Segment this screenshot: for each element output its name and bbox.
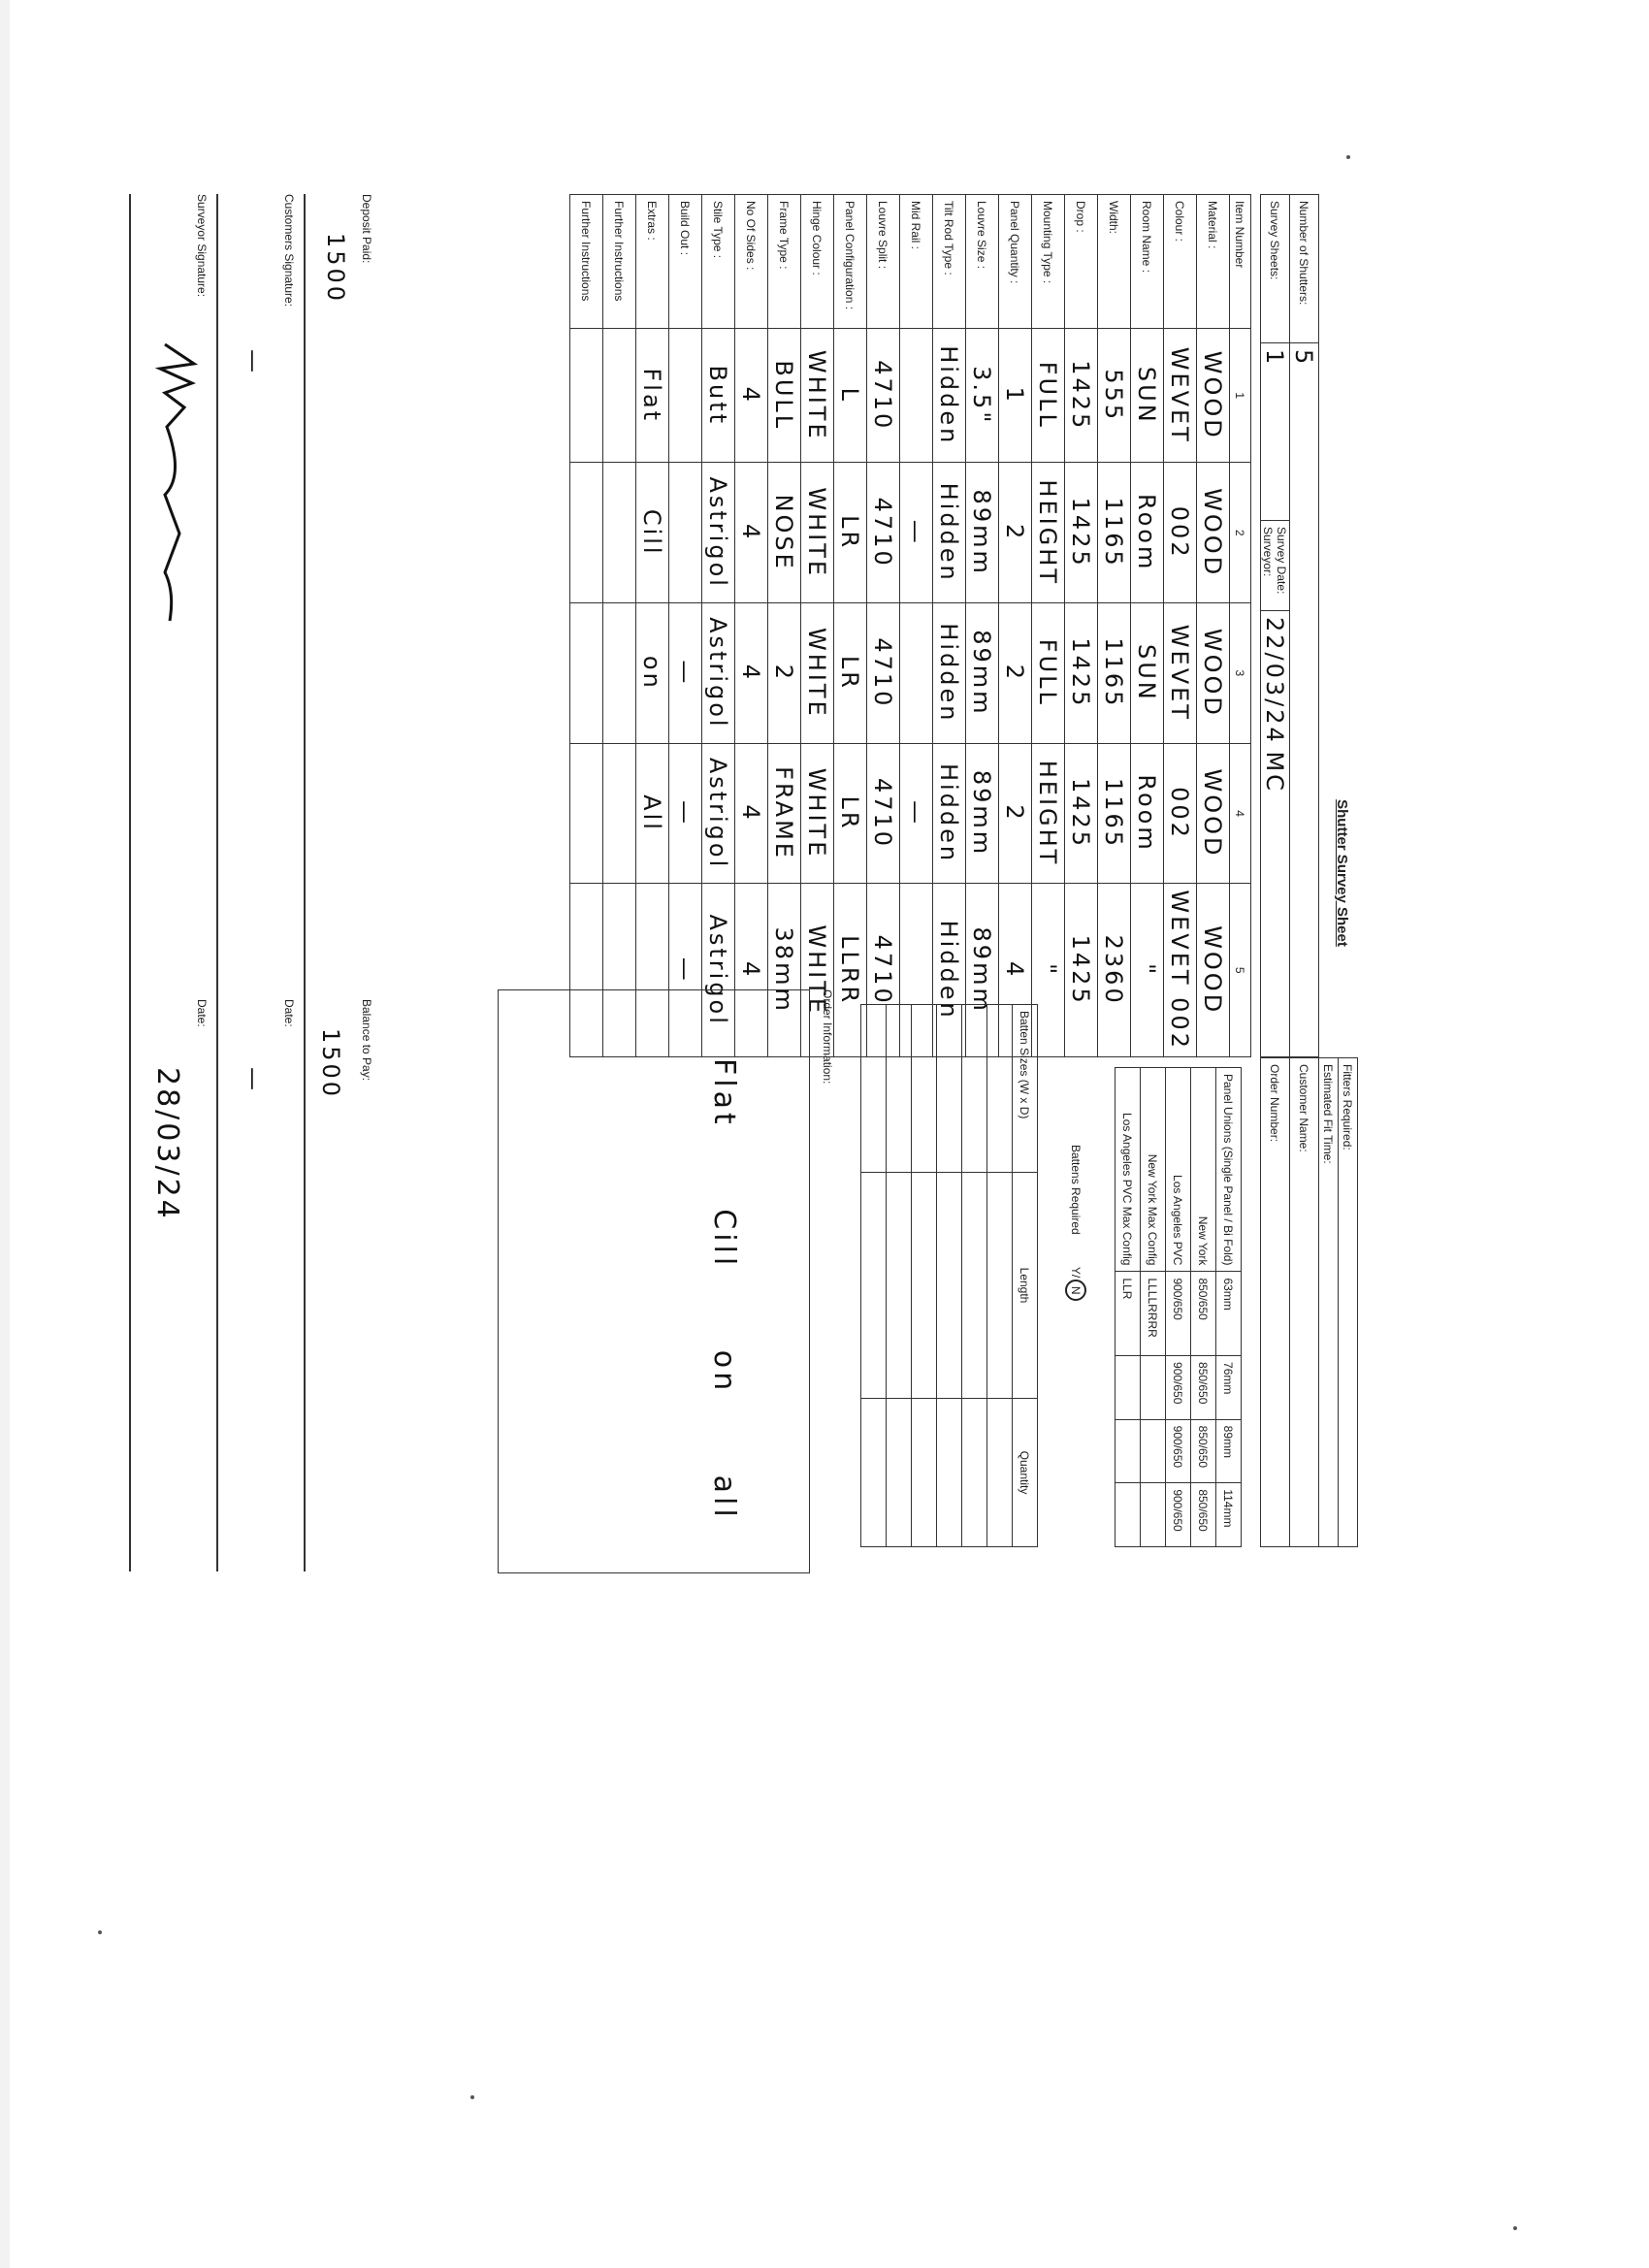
item-cell: — <box>669 884 702 1057</box>
item-cell: 2 <box>999 463 1032 603</box>
item-cell: 4710 <box>867 603 900 744</box>
item-cell: WEVET <box>1164 603 1197 744</box>
panel-unions-cell: 850/650 <box>1191 1272 1216 1356</box>
item-cell: 4710 <box>867 329 900 463</box>
item-cell: WOOD <box>1197 329 1230 463</box>
item-cell: WOOD <box>1197 884 1230 1057</box>
batten-cell <box>962 1399 987 1547</box>
fitters-required-label: Fitters Required: <box>1341 1064 1355 1150</box>
panel-unions-col: 114mm <box>1216 1483 1242 1547</box>
estimated-fit-time-label: Estimated Fit Time: <box>1321 1064 1336 1164</box>
item-row-label: Hinge Colour : <box>801 195 834 329</box>
fitters-table <box>1318 1057 1358 1547</box>
balance-to-pay-value: 1500 <box>317 1028 344 1100</box>
item-cell <box>900 603 933 744</box>
batten-cell <box>912 1399 937 1547</box>
item-cell: BULL <box>768 329 801 463</box>
item-number: 1 <box>1230 329 1251 463</box>
item-cell: Butt <box>702 329 735 463</box>
battens-required <box>1065 1145 1086 1301</box>
item-row <box>570 195 603 1057</box>
item-cell: All <box>636 743 669 884</box>
balance-to-pay-label: Balance to Pay: <box>360 999 373 1082</box>
item-cell: 4 <box>735 884 768 1057</box>
item-cell: — <box>900 463 933 603</box>
batten-cell <box>937 1399 962 1547</box>
item-cell: 4710 <box>867 884 900 1057</box>
item-cell: 38mm <box>768 884 801 1057</box>
item-cell: 2360 <box>1098 884 1131 1057</box>
item-cell: 002 <box>1164 463 1197 603</box>
panel-unions-cell <box>1141 1356 1166 1420</box>
item-cell: 1165 <box>1098 603 1131 744</box>
panel-unions-cell <box>1141 1419 1166 1483</box>
item-cell: Hidden <box>933 329 966 463</box>
item-row-label: Width: <box>1098 195 1131 329</box>
panel-unions-cell: LLLLRRRR <box>1141 1272 1166 1356</box>
item-row <box>1065 195 1098 1057</box>
scan-speck <box>1346 155 1350 159</box>
item-cell: on <box>636 603 669 744</box>
batten-cell <box>937 1173 962 1399</box>
batten-quantity-header: Quantity <box>1013 1399 1038 1547</box>
item-cell: FULL <box>1032 603 1065 744</box>
batten-cell <box>887 1399 912 1547</box>
header-table <box>1260 194 1319 1057</box>
item-cell: Cill <box>636 463 669 603</box>
item-cell: L <box>834 329 867 463</box>
item-cell: 4 <box>735 743 768 884</box>
panel-unions-cell: 900/650 <box>1166 1419 1191 1483</box>
batten-cell <box>987 1173 1013 1399</box>
item-row-label: Tilt Rod Type : <box>933 195 966 329</box>
item-cell <box>900 329 933 463</box>
item-cell: " <box>1032 884 1065 1057</box>
item-row <box>669 195 702 1057</box>
item-cell: WHITE <box>801 329 834 463</box>
item-row <box>999 195 1032 1057</box>
item-row-label: Panel Configuration : <box>834 195 867 329</box>
surveyor-signature-mark <box>146 340 204 631</box>
batten-cell <box>987 1399 1013 1547</box>
item-cell: Hidden <box>933 603 966 744</box>
battens-no-selected: N <box>1065 1280 1086 1301</box>
surveyor-signature-label: Surveyor Signature: <box>195 194 209 298</box>
item-cell: 1425 <box>1065 743 1098 884</box>
batten-cell <box>962 1173 987 1399</box>
item-cell: WHITE <box>801 743 834 884</box>
item-cell: 1 <box>999 329 1032 463</box>
deposit-paid-value: 1500 <box>322 233 349 305</box>
num-shutters-value: 5 <box>1290 349 1318 368</box>
item-cell: 1425 <box>1065 463 1098 603</box>
item-row <box>636 195 669 1057</box>
item-cell: Hidden <box>933 463 966 603</box>
item-number: 5 <box>1230 884 1251 1057</box>
batten-cell <box>987 1005 1013 1173</box>
item-cell <box>570 463 603 603</box>
items-table <box>569 194 1251 1057</box>
item-row-label: Colour : <box>1164 195 1197 329</box>
item-cell: 4 <box>735 463 768 603</box>
panel-unions-cell <box>1116 1419 1141 1483</box>
item-row-label: Further Instructions <box>570 195 603 329</box>
rule-line <box>130 194 132 1571</box>
item-cell: LR <box>834 743 867 884</box>
item-cell <box>603 329 636 463</box>
panel-unions-cell: 850/650 <box>1191 1419 1216 1483</box>
item-cell: WEVET <box>1164 329 1197 463</box>
date-value-1: — <box>240 1067 267 1093</box>
item-number: 2 <box>1230 463 1251 603</box>
order-information-label: Order Information: <box>821 989 834 1085</box>
survey-sheets-value: 1 <box>1261 349 1289 368</box>
item-cell: " <box>1131 884 1164 1057</box>
item-cell: 2 <box>999 603 1032 744</box>
date-label-1: Date: <box>282 999 296 1027</box>
item-cell: WHITE <box>801 603 834 744</box>
item-row <box>834 195 867 1057</box>
panel-unions-col: 89mm <box>1216 1419 1242 1483</box>
item-cell: 555 <box>1098 329 1131 463</box>
customer-table <box>1260 1057 1319 1547</box>
item-cell: WOOD <box>1197 603 1230 744</box>
batten-cell <box>861 1005 887 1173</box>
batten-cell <box>937 1005 962 1173</box>
survey-sheet <box>0 194 1358 1552</box>
item-cell: WEVET 002 <box>1164 884 1197 1057</box>
item-row <box>1131 195 1164 1057</box>
batten-cell <box>861 1399 887 1547</box>
item-row-label: Louvre Size : <box>966 195 999 329</box>
customer-signature-value: — <box>240 349 267 375</box>
item-row-label: Louvre Split : <box>867 195 900 329</box>
panel-unions-header: Panel Unions (Single Panel / Bi Fold) <box>1216 1068 1242 1272</box>
panel-unions-col: 63mm <box>1216 1272 1242 1356</box>
panel-unions-cell <box>1116 1483 1141 1547</box>
panel-unions-cell: LLR <box>1116 1272 1141 1356</box>
item-cell: 3.5" <box>966 329 999 463</box>
item-cell <box>570 329 603 463</box>
item-cell: 89mm <box>966 743 999 884</box>
order-information-box <box>498 989 810 1573</box>
survey-date-label: Survey Date: <box>1275 527 1289 595</box>
scan-speck <box>470 2095 474 2099</box>
battens-yn-label: Y/ <box>1069 1266 1083 1279</box>
item-cell: 1425 <box>1065 884 1098 1057</box>
sheet-title: Shutter Survey Sheet <box>1334 799 1350 947</box>
item-row <box>1164 195 1197 1057</box>
item-cell: Room <box>1131 743 1164 884</box>
item-row-label: Room Name : <box>1131 195 1164 329</box>
panel-unions-cell <box>1116 1356 1141 1420</box>
surveyor-label: Surveyor: <box>1261 527 1276 577</box>
item-cell: LR <box>834 463 867 603</box>
item-cell: 89mm <box>966 603 999 744</box>
batten-cell <box>887 1173 912 1399</box>
item-cell: — <box>900 743 933 884</box>
item-cell: 4 <box>735 603 768 744</box>
item-cell: 002 <box>1164 743 1197 884</box>
item-row <box>933 195 966 1057</box>
item-cell: WOOD <box>1197 463 1230 603</box>
item-row <box>1098 195 1131 1057</box>
rule-line <box>217 194 219 1571</box>
item-cell <box>669 329 702 463</box>
item-cell: 1165 <box>1098 463 1131 603</box>
item-cell: FULL <box>1032 329 1065 463</box>
item-cell: 4 <box>735 329 768 463</box>
item-cell: 4710 <box>867 463 900 603</box>
item-cell: SUN <box>1131 603 1164 744</box>
item-cell <box>669 463 702 603</box>
panel-unions-cell: 900/650 <box>1166 1272 1191 1356</box>
item-row <box>1032 195 1065 1057</box>
rule-line <box>305 194 307 1571</box>
item-row-label: Mid Rail : <box>900 195 933 329</box>
item-cell: — <box>669 743 702 884</box>
item-cell: LLRR <box>834 884 867 1057</box>
date-value-2: 28/03/24 <box>150 1067 184 1221</box>
item-row <box>735 195 768 1057</box>
item-cell: Astrigol <box>702 463 735 603</box>
item-cell: 2 <box>999 743 1032 884</box>
panel-unions-cell: 850/650 <box>1191 1483 1216 1547</box>
item-cell <box>603 463 636 603</box>
item-row-label: Extras : <box>636 195 669 329</box>
item-cell: Astrigol <box>702 603 735 744</box>
batten-cell <box>962 1005 987 1173</box>
surveyor-value: MC <box>1261 751 1289 794</box>
batten-sizes-table <box>860 1004 1038 1547</box>
scan-speck <box>1513 2226 1517 2230</box>
item-cell: 1425 <box>1065 603 1098 744</box>
deposit-paid-label: Deposit Paid: <box>360 194 373 264</box>
item-cell: 4710 <box>867 743 900 884</box>
survey-date-value: 22/03/24 <box>1261 617 1289 745</box>
panel-unions-cell: 900/650 <box>1166 1483 1191 1547</box>
item-row-label: Mounting Type : <box>1032 195 1065 329</box>
item-row-label: Drop : <box>1065 195 1098 329</box>
item-row-label: Material : <box>1197 195 1230 329</box>
item-cell: HEIGHT <box>1032 463 1065 603</box>
panel-unions-row-label: Los Angeles PVC Max Config <box>1116 1068 1141 1272</box>
item-cell <box>570 743 603 884</box>
batten-cell <box>861 1173 887 1399</box>
item-row-label: Frame Type : <box>768 195 801 329</box>
item-cell: Room <box>1131 463 1164 603</box>
item-row <box>867 195 900 1057</box>
panel-unions-cell: 900/650 <box>1166 1356 1191 1420</box>
panel-unions-row-label: New York Max Config <box>1141 1068 1166 1272</box>
panel-unions-col: 76mm <box>1216 1356 1242 1420</box>
batten-cell <box>887 1005 912 1173</box>
item-row-label: Panel Quantity : <box>999 195 1032 329</box>
item-cell: 1165 <box>1098 743 1131 884</box>
item-cell <box>570 603 603 744</box>
panel-unions-cell <box>1141 1483 1166 1547</box>
item-row <box>603 195 636 1057</box>
item-row-label: Stile Type : <box>702 195 735 329</box>
batten-size-header: Batten Sizes (W x D) <box>1013 1005 1038 1173</box>
order-number-label: Order Number: <box>1268 1064 1282 1143</box>
item-number-label: Item Number <box>1230 195 1251 329</box>
item-cell: Flat <box>636 329 669 463</box>
item-row <box>900 195 933 1057</box>
item-cell: 89mm <box>966 884 999 1057</box>
item-cell: NOSE <box>768 463 801 603</box>
date-label-2: Date: <box>195 999 209 1027</box>
customer-signature-label: Customers Signature: <box>282 194 296 308</box>
item-cell: Hidden <box>933 884 966 1057</box>
item-cell: FRAME <box>768 743 801 884</box>
survey-sheets-label: Survey Sheets: <box>1268 201 1282 280</box>
item-cell: Astrigol <box>702 743 735 884</box>
item-row <box>966 195 999 1057</box>
item-cell: — <box>669 603 702 744</box>
item-row-label: Build Out : <box>669 195 702 329</box>
item-cell: SUN <box>1131 329 1164 463</box>
panel-unions-table <box>1115 1067 1242 1547</box>
batten-cell <box>912 1173 937 1399</box>
item-row <box>1197 195 1230 1057</box>
panel-unions-cell: 850/650 <box>1191 1356 1216 1420</box>
scan-speck <box>98 1930 102 1934</box>
item-cell: HEIGHT <box>1032 743 1065 884</box>
item-row <box>702 195 735 1057</box>
item-row-label: Further Instructions <box>603 195 636 329</box>
item-cell <box>603 603 636 744</box>
panel-unions-row-label: Los Angeles PVC <box>1166 1068 1191 1272</box>
panel-unions-row-label: New York <box>1191 1068 1216 1272</box>
item-cell: 89mm <box>966 463 999 603</box>
num-shutters-label: Number of Shutters: <box>1297 201 1311 306</box>
battens-required-label: Battens Required <box>1069 1145 1083 1235</box>
customer-name-label: Customer Name: <box>1297 1064 1311 1152</box>
item-number: 4 <box>1230 743 1251 884</box>
order-information-note: Flat Cill on all <box>707 1058 741 1521</box>
item-cell: Hidden <box>933 743 966 884</box>
item-cell: Astrigol <box>702 884 735 1057</box>
item-cell: WOOD <box>1197 743 1230 884</box>
item-row-label: No Of Sides : <box>735 195 768 329</box>
item-cell: WHITE <box>801 463 834 603</box>
batten-length-header: Length <box>1013 1173 1038 1399</box>
batten-cell <box>912 1005 937 1173</box>
item-row <box>801 195 834 1057</box>
item-cell: LR <box>834 603 867 744</box>
item-number: 3 <box>1230 603 1251 744</box>
item-cell: WHITE <box>801 884 834 1057</box>
item-cell: 4 <box>999 884 1032 1057</box>
item-row <box>768 195 801 1057</box>
item-cell: 2 <box>768 603 801 744</box>
item-cell: 1425 <box>1065 329 1098 463</box>
item-cell <box>603 743 636 884</box>
